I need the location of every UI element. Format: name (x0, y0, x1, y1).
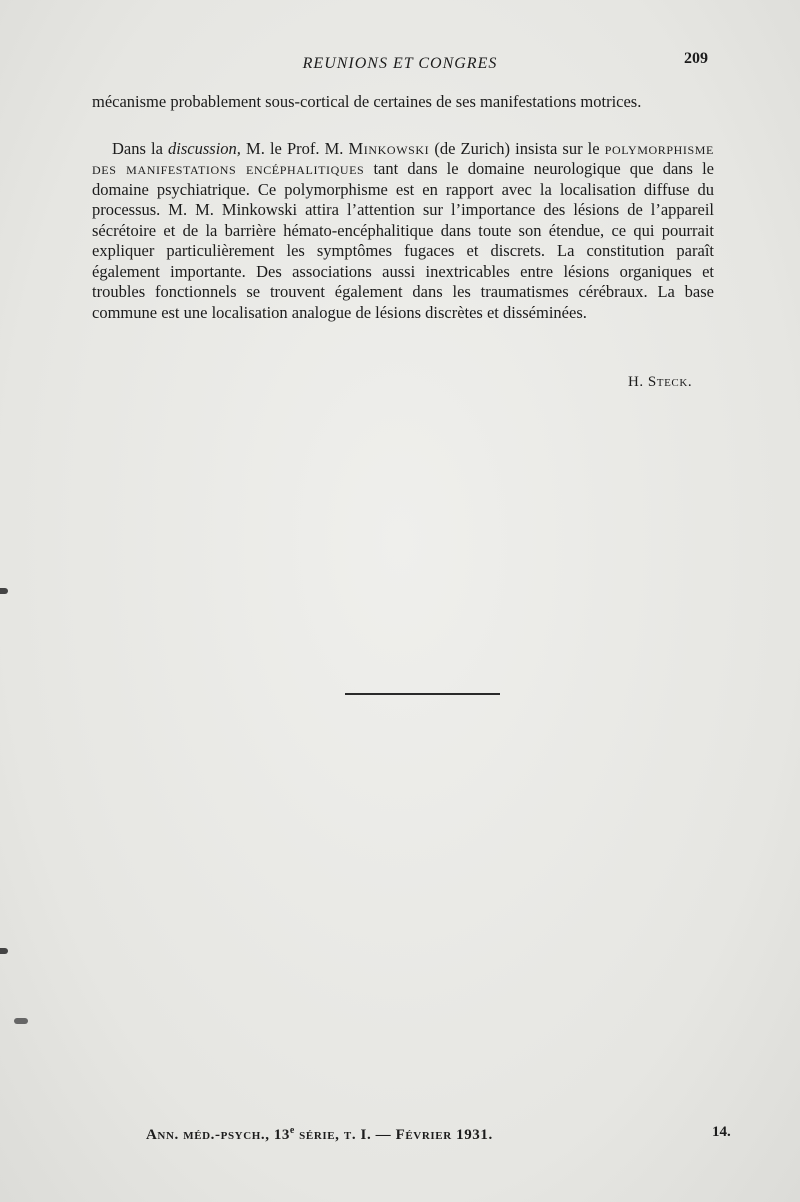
text-run: tant dans le domaine neurologique que dans le domaine psychiatrique. Ce polymorphisme est en rapport avec la localisation diffuse du processus. M. M. Minkowski attira l’attention sur l’importance des lésions de l’appareil sécrétoire et de la barrière hémato-encéphalitique dans toute son étendue, ce qui pourrait expliquer particulièrement les symptômes fugaces et discrets. La constitution paraît également importante. Des associations aussi inextricables entre lésions organiques et troubles fonctionnels se trouvent également dans les traumatismes cérébraux. La base commune est une localisation analogue de lésions discrètes et disséminées. (92, 159, 715, 322)
page-number: 209 (684, 50, 708, 67)
footer-serie-number: 13 (269, 1127, 290, 1143)
section-divider (345, 693, 500, 695)
paragraph-1: mécanisme probablement sous-cortical de certaines de ses manifestations motrices. (92, 92, 642, 111)
footer-serie-sup: e (289, 1125, 295, 1136)
body-text (92, 92, 714, 323)
emphasis-polymorphisme: polymorphisme des manifestations encéphalitiques (92, 138, 714, 178)
italic-discussion: discussion, (168, 138, 241, 158)
footer-citation (146, 1125, 493, 1144)
text-run: Dans la (112, 138, 169, 158)
footer-serie-rest: série, t. I. — Février 1931. (294, 1127, 493, 1143)
author-minkowski: Minkowski (348, 138, 430, 158)
signature (628, 374, 692, 391)
paragraph-2 (92, 139, 714, 324)
footer-journal: Ann. méd.-psych., (146, 1127, 270, 1143)
footer-sheet-number: 14. (712, 1124, 731, 1140)
text-run: (de Zurich) insista sur le (429, 138, 605, 158)
signature-name: Steck. (647, 374, 693, 390)
binding-mark (0, 588, 8, 594)
running-header-title: REUNIONS ET CONGRES (302, 55, 498, 72)
binding-mark (0, 948, 8, 954)
signature-initial: H. (628, 374, 648, 390)
text-run: M. le Prof. M. (240, 138, 349, 158)
binding-mark (14, 1018, 28, 1024)
